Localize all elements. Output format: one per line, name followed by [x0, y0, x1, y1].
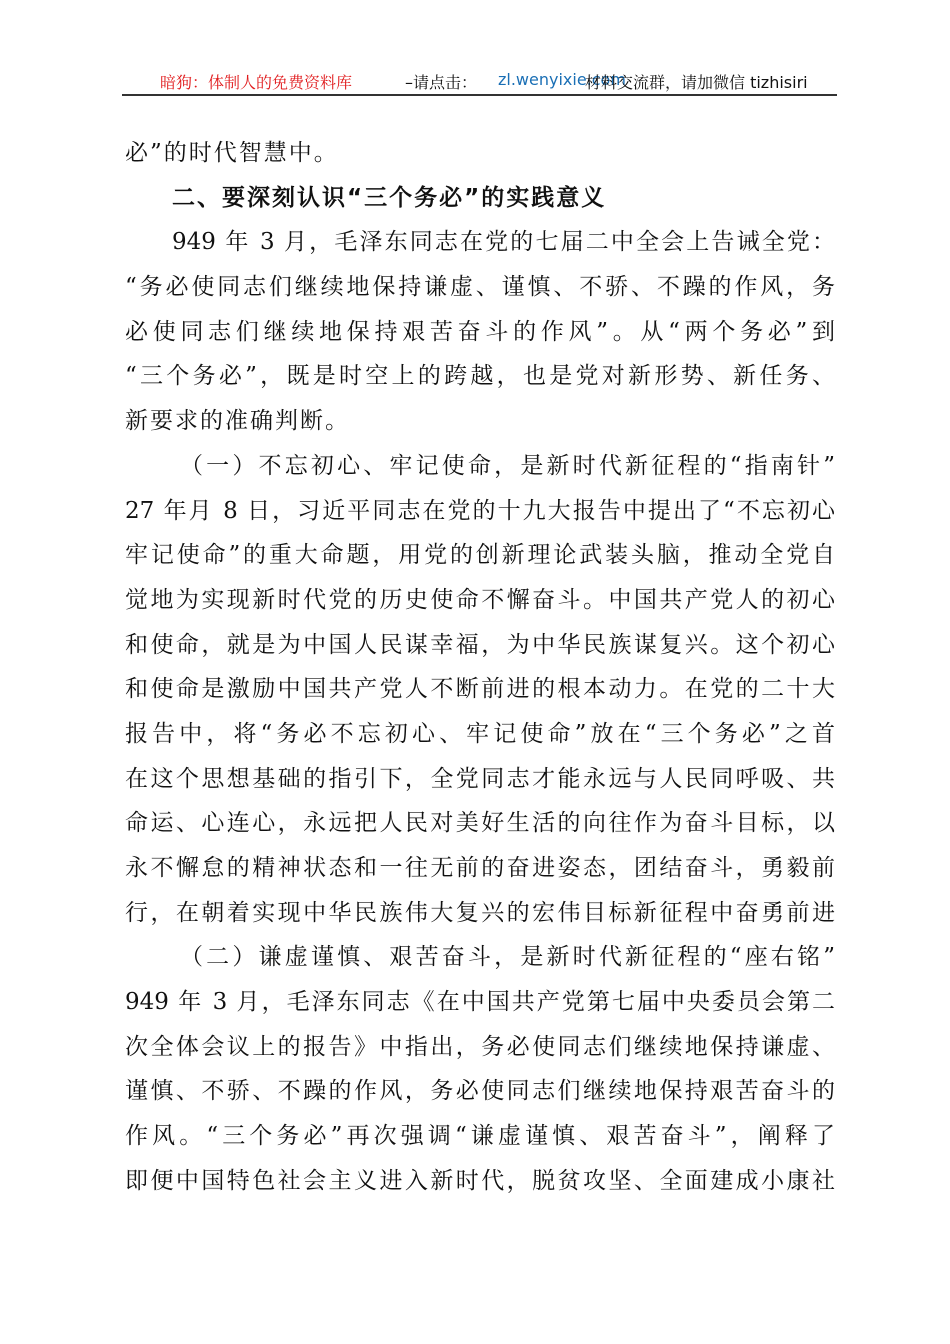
- text-line: 命运、心连心，永远把人民对美好生活的向往作为奋斗目标，以: [125, 810, 835, 837]
- text-line: 即便中国特色社会主义进入新时代，脱贫攻坚、全面建成小康社: [125, 1167, 835, 1194]
- text-line: 949 年 3 月，毛泽东同志在党的七届二中全会上告诫全党：: [172, 229, 835, 256]
- text-line: 牢记使命”的重大命题，用党的创新理论武装头脑，推动全党自: [125, 542, 835, 569]
- text-line: 和使命，就是为中国人民谋幸福，为中华民族谋复兴。这个初心: [125, 631, 835, 658]
- header-contact: 材料交流群，请加微信 tizhisiri: [585, 73, 808, 92]
- text-line: 作风。“三个务必”再次强调“谦虚谨慎、艰苦奋斗”，阐释了: [125, 1123, 835, 1150]
- text-line: 谨慎、不骄、不躁的作风，务必使同志们继续地保持艰苦奋斗的: [125, 1078, 835, 1105]
- header-click-prompt: –请点击：: [405, 73, 478, 92]
- subsection-heading: （二）谦虚谨慎、艰苦奋斗，是新时代新征程的“座右铭”: [180, 944, 835, 971]
- text-line: “务必使同志们继续地保持谦虚、谨慎、不骄、不躁的作风，务: [125, 274, 835, 301]
- text-line: “三个务必”，既是时空上的跨越，也是党对新形势、新任务、: [125, 363, 835, 390]
- text-line: 报告中，将“务必不忘初心、牢记使命”放在“三个务必”之首: [125, 720, 835, 747]
- text-line: 必使同志们继续地保持艰苦奋斗的作风”。从“两个务必”到: [125, 318, 835, 345]
- text-line: 新要求的准确判断。: [125, 408, 350, 435]
- text-line: 27 年月 8 日，习近平同志在党的十九大报告中提出了“不忘初心: [125, 497, 835, 524]
- header-link[interactable]: zl.wenyixie.com: [498, 70, 626, 89]
- section-heading: 二、要深刻认识“三个务必”的实践意义: [172, 184, 607, 211]
- text-line: 行，在朝着实现中华民族伟大复兴的宏伟目标新征程中奋勇前进: [125, 899, 835, 926]
- text-line: 949 年 3 月，毛泽东同志《在中国共产党第七届中央委员会第二: [125, 989, 835, 1016]
- document-body: [125, 131, 835, 1204]
- text-line: 在这个思想基础的指引下，全党同志才能永远与人民同呼吸、共: [125, 765, 835, 792]
- text-line: 必”的时代智慧中。: [125, 140, 339, 166]
- page-header: [122, 68, 837, 96]
- text-line: 觉地为实现新时代党的历史使命不懈奋斗。中国共产党人的初心: [125, 586, 835, 613]
- text-line: 次全体会议上的报告》中指出，务必使同志们继续地保持谦虚、: [125, 1033, 835, 1060]
- text-line: 和使命是激励中国共产党人不断前进的根本动力。在党的二十大: [125, 676, 835, 703]
- text-line: 永不懈怠的精神状态和一往无前的奋进姿态，团结奋斗，勇毅前: [125, 855, 835, 881]
- header-brand: 暗狗：体制人的免费资料库: [160, 73, 353, 92]
- subsection-heading: （一）不忘初心、牢记使命，是新时代新征程的“指南针”: [180, 452, 835, 479]
